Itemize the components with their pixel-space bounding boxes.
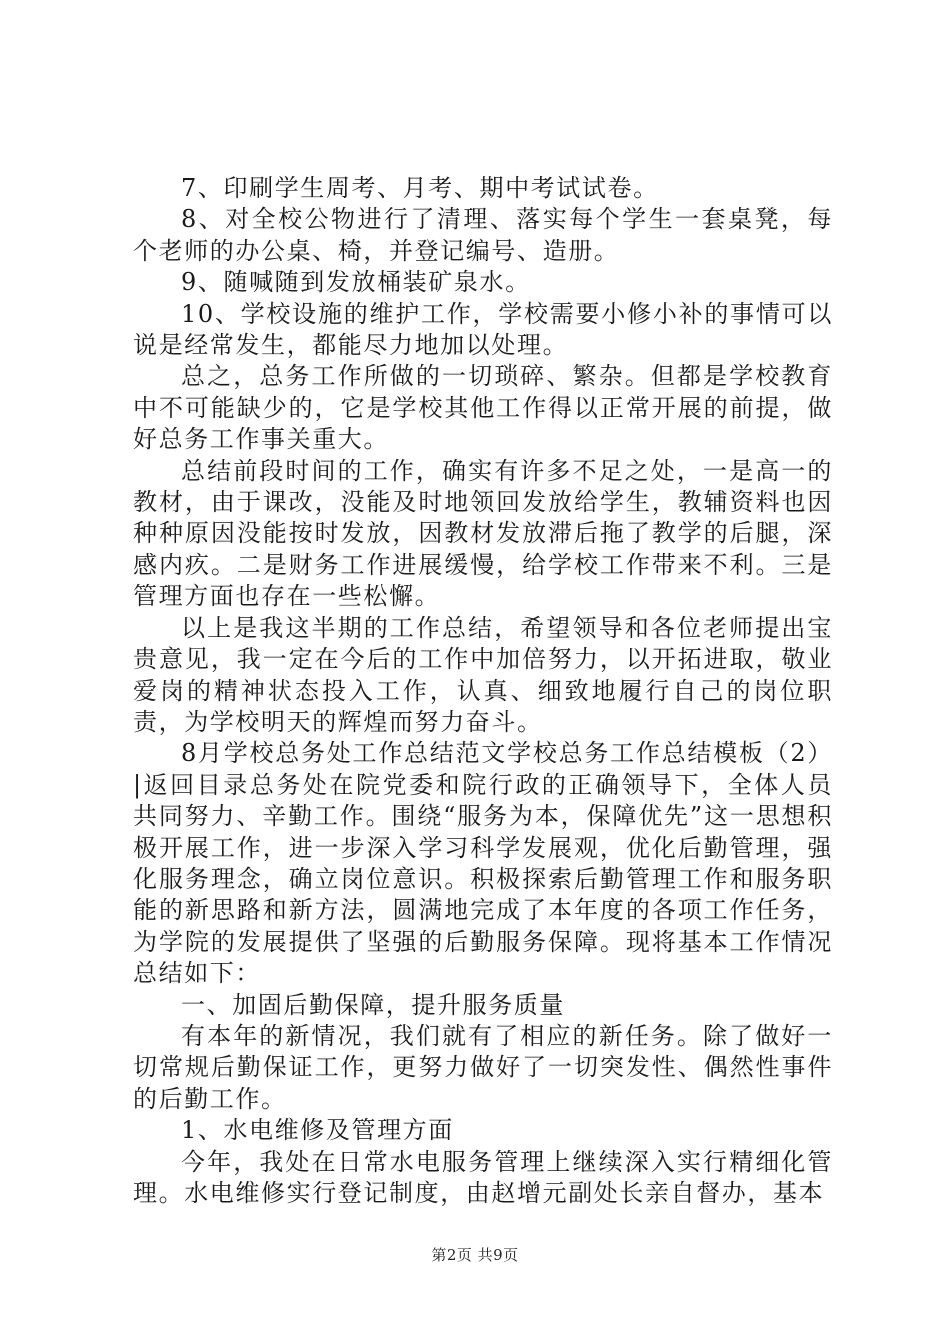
document-body xyxy=(133,173,833,1209)
paragraph-closing: 以上是我这半期的工作总结，希望领导和各位老师提出宝贵意见，我一定在今后的工作中加倍努力，以开拓进取，敬业爱岗的精神状态投入工作，认真、细致地履行自己的岗位职责，为学校明天的辉煌而努力奋斗。 xyxy=(133,613,833,736)
paragraph-new-tasks: 有本年的新情况，我们就有了相应的新任务。除了做好一切常规后勤保证工作，更努力做好了一切突发性、偶然性事件的后勤工作。 xyxy=(133,1021,833,1113)
paragraph-item-10: 10、学校设施的维护工作，学校需要小修小补的事情可以说是经常发生，都能尽力地加以处理。 xyxy=(133,299,833,360)
page-number-footer: 第2页 共9页 xyxy=(431,1246,519,1264)
paragraph-shortcomings: 总结前段时间的工作，确实有许多不足之处，一是高一的教材，由于课改，没能及时地领回发放给学生，教辅资料也因种种原因没能按时发放，因教材发放滞后拖了教学的后腿，深感内疚。二是财务工作进展缓慢，给学校工作带来不利。三是管理方面也存在一些松懈。 xyxy=(133,456,833,611)
paragraph-item-9: 9、随喊随到发放桶装矿泉水。 xyxy=(181,268,531,297)
paragraph-item-8: 8、对全校公物进行了清理、落实每个学生一套桌凳，每个老师的办公桌、椅，并登记编号、造册。 xyxy=(133,205,833,265)
paragraph-summary: 总之，总务工作所做的一切琐碎、繁杂。但都是学校教育中不可能缺少的，它是学校其他工作得以正常开展的前提，做好总务工作事关重大。 xyxy=(133,362,833,454)
paragraph-utilities: 今年，我处在日常水电服务管理上继续深入实行精细化管理。水电维修实行登记制度，由赵增元副处长亲自督办，基本 xyxy=(133,1147,833,1207)
section-heading-1: 一、加固后勤保障，提升服务质量 xyxy=(181,990,565,1019)
paragraph-second-article-intro: 8月学校总务处工作总结范文学校总务工作总结模板（2）|返回目录总务处在院党委和院行政的正确领导下，全体人员共同努力、辛勤工作。围绕“服务为本，保障优先”这一思想积极开展工作，进一步深入学习科学发展观，优化后勤管理，强化服务理念，确立岗位意识。积极探索后勤管理工作和服务职能的新思路和新方法，圆满地完成了本年度的各项工作任务，为学院的发展提供了坚强的后勤服务保障。现将基本工作情况总结如下： xyxy=(133,739,833,988)
subsection-heading-1: 1、水电维修及管理方面 xyxy=(181,1116,454,1145)
paragraph-item-7: 7、印刷学生周考、月考、期中考试试卷。 xyxy=(181,174,659,202)
